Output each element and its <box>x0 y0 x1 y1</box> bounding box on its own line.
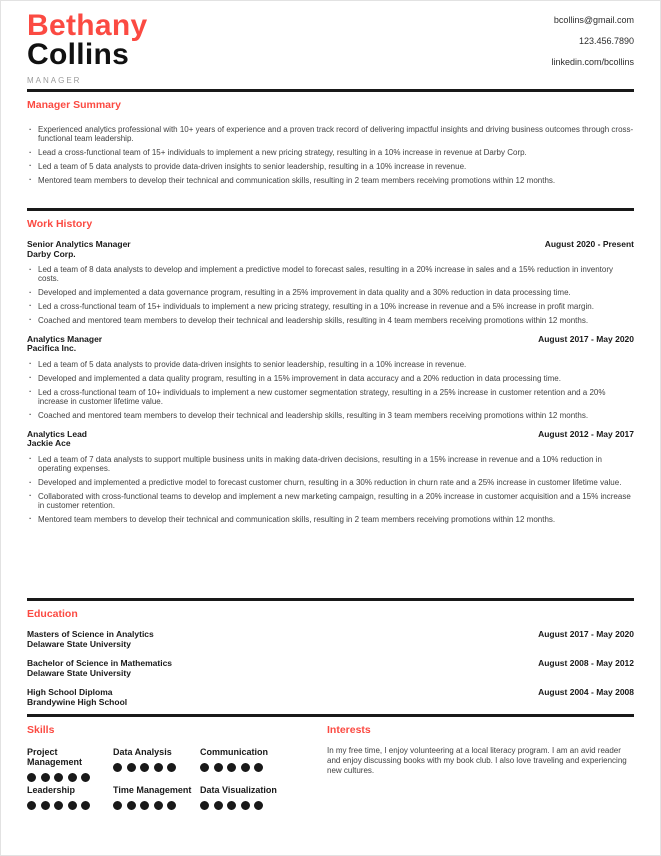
summary-bullet: · Experienced analytics professional with 10+ years of experience and a proven track record of delivering impactful insights and driving business outcomes through cross-functional team leadership. <box>27 125 634 144</box>
skill-dot <box>140 763 149 772</box>
skill-dot <box>227 801 236 810</box>
resume-header <box>27 1 634 89</box>
job-bullet: · Led a team of 8 data analysts to develop and implement a predictive model to forecast sales, resulting in a 20% increase in sales and a 15% reduction in inventory costs. <box>27 265 634 284</box>
job-header <box>27 430 634 449</box>
skill-dot <box>214 801 223 810</box>
skill-name: Data Visualization <box>200 785 277 795</box>
education-dates: August 2008 - May 2012 <box>538 658 634 668</box>
job-entry <box>27 430 634 524</box>
name-block <box>27 11 147 85</box>
skill-dot <box>214 763 223 772</box>
skill-dot <box>27 801 36 810</box>
skills-heading: Skills <box>27 724 55 736</box>
job-header <box>27 335 634 354</box>
job-title-block <box>27 430 87 449</box>
job-bullet: · Developed and implemented a data quality program, resulting in a 15% improvement in data accuracy and a 20% reduction in data processing time. <box>27 374 634 383</box>
skill-item <box>200 785 327 823</box>
contact-phone: 123.456.7890 <box>578 36 634 46</box>
education-dates: August 2017 - May 2020 <box>538 629 634 639</box>
skill-dot <box>27 773 36 782</box>
job-company: Pacifica Inc. <box>27 343 77 354</box>
skill-rating <box>113 801 192 810</box>
skill-dot <box>200 763 209 772</box>
skill-dot <box>140 801 149 810</box>
skill-item <box>113 747 200 785</box>
job-title: Analytics Lead <box>27 428 87 439</box>
job-bullet-list <box>27 360 634 420</box>
contact-info <box>551 11 634 79</box>
job-title: Senior Analytics Manager <box>27 239 131 249</box>
contact-email: bcollins@gmail.com <box>553 15 634 25</box>
skill-dot <box>200 801 209 810</box>
skill-dot <box>81 773 90 782</box>
education-degree-block <box>27 659 172 678</box>
skill-dot <box>54 773 63 782</box>
section-skills-interests <box>27 714 634 856</box>
contact-linkedin: linkedin.com/bcollins <box>551 57 634 67</box>
skill-name: Data Analysis <box>113 747 172 757</box>
education-degree: High School Diploma <box>27 687 113 697</box>
skill-dot <box>81 801 90 810</box>
job-bullet-list <box>27 455 634 524</box>
skill-name: Project Management <box>27 747 83 767</box>
job-bullet: · Led a cross-functional team of 15+ individuals to implement a new pricing strategy, resulting in a 10% increase in revenue and a 5% increase in profit margin. <box>27 302 634 311</box>
skill-dot <box>167 763 176 772</box>
skill-dot <box>68 801 77 810</box>
skill-rating <box>27 773 105 782</box>
job-company: Darby Corp. <box>27 248 76 259</box>
job-entry <box>27 240 634 325</box>
skill-dot <box>113 763 122 772</box>
job-bullet: · Led a team of 5 data analysts to provide data-driven insights to senior leadership, resulting in a 10% increase in revenue. <box>27 360 634 369</box>
job-bullet: · Developed and implemented a data governance program, resulting in a 25% improvement in data quality and a 30% reduction in data processing time. <box>27 288 634 297</box>
education-degree-block <box>27 630 154 649</box>
job-bullet: · Collaborated with cross-functional teams to develop and implement a new marketing campaign, resulting in a 20% increase in customer acquisition and a 15% increase in customer retention. <box>27 492 634 511</box>
section-work-history <box>27 208 634 598</box>
job-bullet: · Led a cross-functional team of 10+ individuals to implement a new customer segmentation strategy, resulting in a 25% increase in customer retention and a 20% increase in customer lifetime value. <box>27 388 634 407</box>
education-school: Delaware State University <box>27 667 131 678</box>
person-name <box>27 11 147 69</box>
skill-item <box>200 747 327 785</box>
education-school: Brandywine High School <box>27 696 128 707</box>
education-entry <box>27 688 634 707</box>
section-education <box>27 598 634 714</box>
skill-dot <box>54 801 63 810</box>
skill-dot <box>127 801 136 810</box>
summary-bullet-list <box>27 125 634 185</box>
skills-grid <box>27 747 327 823</box>
education-heading: Education <box>27 608 78 620</box>
skill-rating <box>113 763 192 772</box>
section-skills <box>27 717 327 856</box>
skill-dot <box>154 801 163 810</box>
summary-bullet: · Mentored team members to develop their technical and communication skills, resulting in 2 team members receiving promotions within 12 months. <box>27 176 634 185</box>
job-title-block <box>27 335 102 354</box>
skill-dot <box>254 801 263 810</box>
job-entry <box>27 335 634 420</box>
job-bullet: · Coached and mentored team members to develop their technical and leadership skills, resulting in 4 team members receiving promotions within 12 months. <box>27 316 634 325</box>
last-name: Collins <box>27 38 130 71</box>
job-header <box>27 240 634 259</box>
section-summary <box>27 89 634 208</box>
job-company: Jackie Ace <box>27 438 71 449</box>
skill-dot <box>68 773 77 782</box>
job-dates: August 2012 - May 2017 <box>538 428 634 439</box>
skill-rating <box>27 801 105 810</box>
education-dates: August 2004 - May 2008 <box>538 687 634 697</box>
skill-dot <box>41 801 50 810</box>
skill-rating <box>200 763 319 772</box>
skill-dot <box>154 763 163 772</box>
skill-dot <box>227 763 236 772</box>
skill-rating <box>200 801 319 810</box>
role-title: MANAGER <box>27 76 82 85</box>
education-degree-block <box>27 688 127 707</box>
work-history-heading: Work History <box>27 218 93 230</box>
summary-heading: Manager Summary <box>27 99 121 111</box>
section-interests <box>327 717 634 856</box>
skill-item <box>27 747 113 785</box>
job-bullet: · Developed and implemented a predictive model to forecast customer churn, resulting in a 30% reduction in churn rate and a 25% increase in customer lifetime value. <box>27 478 634 487</box>
skill-dot <box>254 763 263 772</box>
skill-name: Communication <box>200 747 269 757</box>
job-title: Analytics Manager <box>27 333 103 344</box>
summary-bullet: · Led a team of 5 data analysts to provide data-driven insights to senior leadership, resulting in a 10% increase in revenue. <box>27 162 634 171</box>
job-bullet: · Coached and mentored team members to develop their technical and leadership skills, resulting in 3 team members receiving promotions within 12 months. <box>27 411 634 420</box>
job-title-block <box>27 240 131 259</box>
skill-dot <box>241 801 250 810</box>
first-name: Bethany <box>27 9 148 42</box>
job-dates: August 2020 - Present <box>544 239 634 249</box>
skill-dot <box>41 773 50 782</box>
job-dates: August 2017 - May 2020 <box>538 333 634 344</box>
interests-text: In my free time, I enjoy volunteering at a local literacy program. I am an avid reader and enjoy discussing books with my book club. I also love traveling and experiencing new cultures. <box>327 746 627 775</box>
job-bullet: · Mentored team members to develop their technical and communication skills, resulting in 2 team members receiving promotions within 12 months. <box>27 515 634 524</box>
skill-dot <box>241 763 250 772</box>
skill-name: Time Management <box>113 785 192 795</box>
skill-name: Leadership <box>27 785 76 795</box>
skill-dot <box>167 801 176 810</box>
skill-dot <box>113 801 122 810</box>
job-bullet-list <box>27 265 634 325</box>
education-entry <box>27 630 634 649</box>
skill-dot <box>127 763 136 772</box>
education-entry <box>27 659 634 678</box>
summary-bullet: · Lead a cross-functional team of 15+ individuals to implement a new pricing strategy, resulting in a 10% increase in revenue at Darby Corp. <box>27 148 634 157</box>
education-school: Delaware State University <box>27 638 131 649</box>
skill-item <box>113 785 200 823</box>
interests-heading: Interests <box>327 724 371 736</box>
education-degree: Masters of Science in Analytics <box>27 629 154 639</box>
skill-item <box>27 785 113 823</box>
education-degree: Bachelor of Science in Mathematics <box>27 658 173 668</box>
job-bullet: · Led a team of 7 data analysts to support multiple business units in making data-driven decisions, resulting in a 15% increase in revenue and a 10% reduction in operating expenses. <box>27 455 634 474</box>
